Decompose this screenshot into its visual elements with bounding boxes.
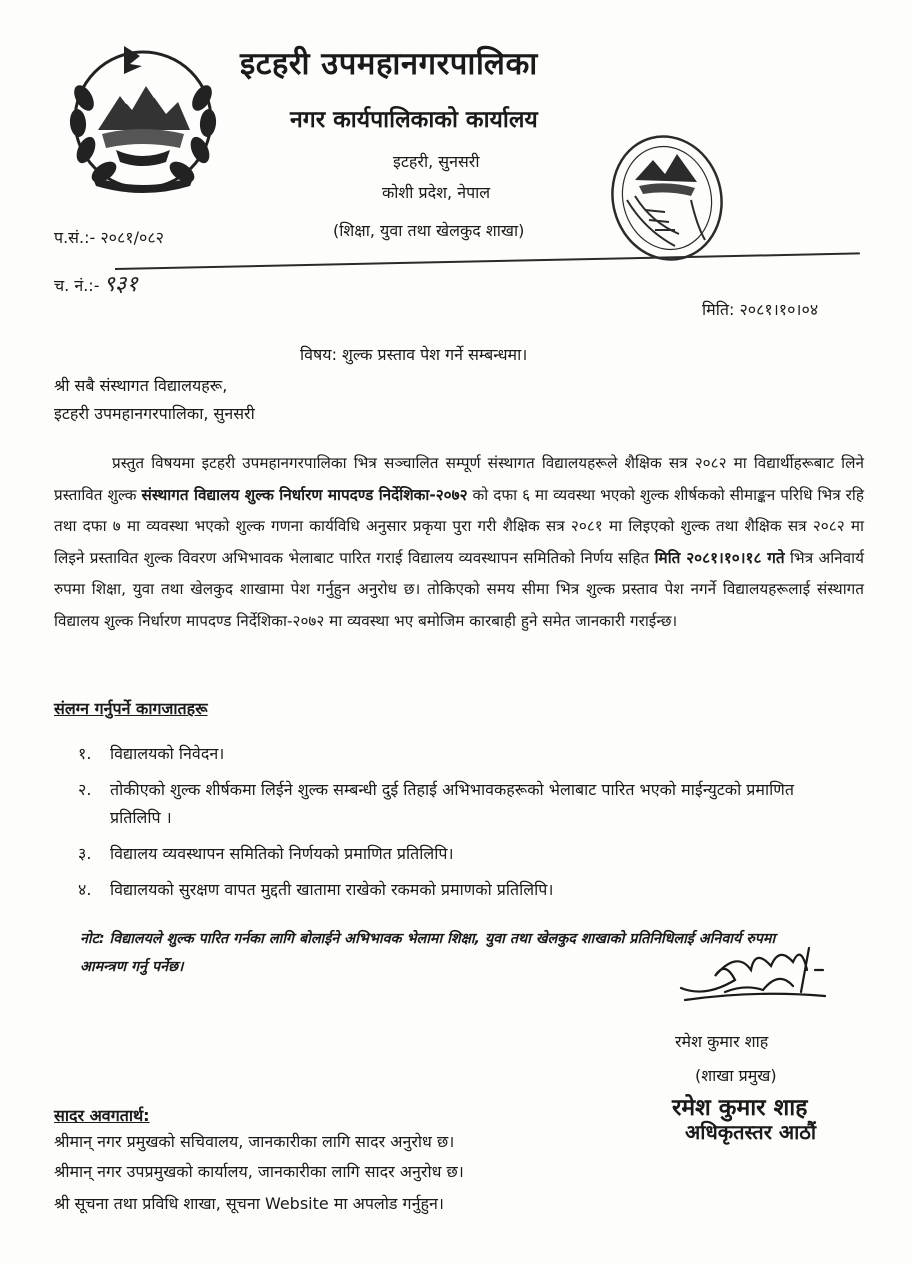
body-part-1: प्रस्तुत विषयमा इटहरी उपमहानगरपालिका भित्र सञ्चालित सम्पूर्ण संस्थागत विद्यालयहरूले शैक्षिक सत्र २०८२ मा विद्यार्थीहरूबाट लिने प्रस्तावित शुल्क [54,454,864,504]
office-name: नगर कार्यपालिकाको कार्यालय [290,107,538,133]
branch-name: (शिक्षा, युवा तथा खेलकुद शाखा) [333,221,525,240]
list-item [78,840,838,868]
signatory-stamp-name: रमेश कुमार शाह [672,1094,808,1121]
organization-name: इटहरी उपमहानगरपालिका [240,46,538,82]
list-item-text: विद्यालय व्यवस्थापन समितिको निर्णयको प्रमाणित प्रतिलिपि। [110,844,454,863]
dispatch-number: ९३१ [103,272,138,297]
signatory-stamp-title: अधिकृतस्तर आठौं [685,1120,817,1144]
letter-subject: विषय: शुल्क प्रस्ताव पेश गर्ने सम्बन्धमा। [300,345,528,364]
address-line-2: कोशी प्रदेश, नेपाल [382,183,491,202]
list-item [78,776,838,832]
list-item [78,876,838,904]
list-item-number: ३. [78,844,92,863]
cc-item: श्रीमान् नगर उपप्रमुखको कार्यालय, जानकारीका लागि सादर अनुरोध छ। [54,1162,464,1181]
reference-number: प.सं.:- २०८१/०८२ [54,228,164,247]
office-round-stamp-icon [605,130,727,275]
signatory-role: (शाखा प्रमुख) [695,1066,777,1085]
header-divider [115,252,860,270]
body-part-2: को दफा ६ मा व्यवस्था भएको शुल्क शीर्षकको सीमाङ्कन परिधि भित्र रहि तथा दफा ७ मा व्यवस्था भएको शुल्क गणना कार्यविधि अनुसार प्रकृया पुरा गरी शैक्षिक सत्र २०८१ मा लिइएको शुल्क तथा शैक्षिक सत्र २०८२ मा लिइने प्रस्तावित शुल्क विवरण अभिभावक भेलाबाट पारित गराई विद्यालय व्यवस्थापन समितिको निर्णय सहित [54,485,864,567]
list-item [78,740,838,768]
attachments-heading: संलग्न गर्नुपर्ने कागजातहरू [54,699,208,718]
cc-item: श्रीमान् नगर प्रमुखको सचिवालय, जानकारीका लागि सादर अनुरोध छ। [54,1132,455,1151]
cc-item: श्री सूचना तथा प्रविधि शाखा, सूचना Website मा अपलोड गर्नुहुन। [54,1194,444,1213]
list-item-text: विद्यालयको सुरक्षण वापत मुद्दती खातामा राखेको रकमको प्रमाणको प्रतिलिपि। [110,880,554,899]
address-line-1: इटहरी, सुनसरी [393,152,480,171]
addressee-line-1: श्री सबै संस्थागत विद्यालयहरू, [54,376,228,395]
body-bold-guideline: संस्थागत विद्यालय शुल्क निर्धारण मापदण्ड निर्देशिका-२०७२ [141,485,468,504]
letter-body [54,448,864,637]
letter-date: मिति: २०८१।१०।०४ [702,300,819,319]
addressee-line-2: इटहरी उपमहानगरपालिका, सुनसरी [54,404,255,423]
body-bold-deadline: मिति २०८१।१०।१८ गते [654,548,785,567]
list-item-number: ४. [78,880,92,899]
list-item-number: १. [78,744,92,763]
nepal-government-emblem-icon [62,38,224,193]
body-part-3: भित्र अनिवार्य रुपमा शिक्षा, युवा तथा खेलकुद शाखामा पेश गर्नुहुन अनुरोध छ। तोकिएको समय सीमा भित्र शुल्क प्रस्ताव पेश नगर्ने विद्यालयहरूलाई संस्थागत विद्यालय शुल्क निर्धारण मापदण्ड निर्देशिका-२०७२ मा व्यवस्था भए बमोजिम कारबाही हुने समेत जानकारी गराईन्छ। [54,548,864,630]
list-item-text: तोकीएको शुल्क शीर्षकमा लिईने शुल्क सम्बन्धी दुई तिहाई अभिभावकहरूको भेलाबाट पारित भएको माईन्युटको प्रमाणित प्रतिलिपि । [110,780,794,827]
cc-heading: सादर अवगतार्थ: [54,1106,150,1125]
list-item-number: २. [78,780,92,799]
list-item-text: विद्यालयको निवेदन। [110,744,225,763]
note-text: नोट: विद्यालयले शुल्क पारित गर्नका लागि बोलाईने अभिभावक भेलामा शिक्षा, युवा तथा खेलकुद शाखाको प्रतिनिधिलाई अनिवार्य रुपमा आमन्त्रण गर्नु पर्नेछ। [80,931,776,975]
attachments-list [78,740,838,904]
signatory-name: रमेश कुमार शाह [675,1032,769,1051]
dispatch-label: च. नं.:- [54,276,100,295]
dispatch-number-line [54,268,138,298]
signature-icon [675,940,845,1010]
